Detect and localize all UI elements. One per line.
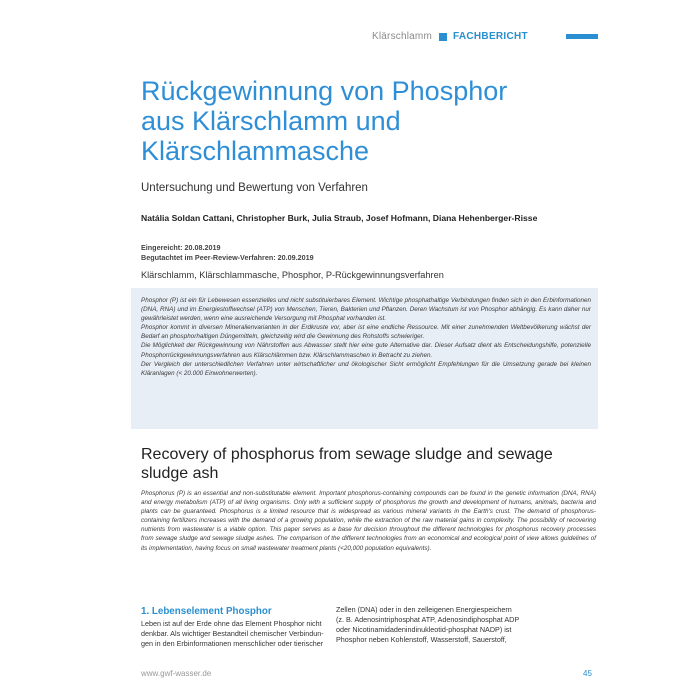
header-report-type: FACHBERICHT xyxy=(453,31,528,42)
body-line: Leben ist auf der Erde ohne das Element Phosphor nicht xyxy=(141,619,322,628)
title-line: Klärschlammasche xyxy=(141,136,370,166)
header-accent-bar xyxy=(566,34,598,39)
page-number: 45 xyxy=(583,669,592,678)
body-line: (z. B. Adenosintriphosphat ATP, Adenosindiphosphat ADP xyxy=(336,615,520,624)
body-line: oder Nicotinamidadenindinukleotid-phosphat NADP) ist xyxy=(336,625,512,634)
article-dates xyxy=(141,243,314,262)
english-title-line: Recovery of phosphorus from sewage sludge and sewage xyxy=(141,446,553,463)
header-accent-square xyxy=(439,33,447,41)
body-line: gen in den Erbinformationen menschlicher oder tierischer xyxy=(141,639,324,648)
body-column-right xyxy=(336,605,599,645)
abstract-paragraph: Der Vergleich der unterschiedlichen Verfahren unter wirtschaftlicher und ökologischer Sicht ermöglicht Empfehlungen für die Umsetzung gerade bei kleinen Kläranlagen (< 20.000 Einwohnerwerten). xyxy=(141,360,591,377)
article-keywords: Klärschlamm, Klärschlammasche, Phosphor, P-Rückgewinnungsverfahren xyxy=(141,270,444,280)
body-line: denkbar. Als wichtiger Bestandteil chemischer Verbindun- xyxy=(141,629,324,638)
title-line: aus Klärschlamm und xyxy=(141,106,401,136)
abstract-paragraph: Phosphor (P) ist ein für Lebewesen essenzielles und nicht substituierbares Element. Wichtige phosphathaltige Verbindungen finden sich in den Erbinformationen (DNA, RNA) und im Energiestoffwechsel (ATP) von Menschen, Tieren, Bakterien und Pflanzen. Deren Wachstum ist von Phosphor abhängig. Es kann daher nur gewährleistet werden, wenn eine ausreichende Versorgung mit Phosphat vorhanden ist. xyxy=(141,297,591,323)
footer-url[interactable]: www.gwf-wasser.de xyxy=(141,669,212,678)
article-authors: Natália Soldan Cattani, Christopher Burk, Julia Straub, Josef Hofmann, Diana Hehenberger-Risse xyxy=(141,213,538,223)
article-subtitle: Untersuchung und Bewertung von Verfahren xyxy=(141,182,368,194)
reviewed-date: Begutachtet im Peer-Review-Verfahren: 20.09.2019 xyxy=(141,252,314,262)
body-column-left xyxy=(141,619,328,649)
english-title xyxy=(141,446,581,483)
abstract-german xyxy=(141,296,591,378)
abstract-english: Phosphorus (P) is an essential and non-substitutable element. Important phosphorus-containing compounds can be found in the genetic information (DNA, RNA) and energy metabolism (ATP) of all living organisms. Only with a sufficient supply of phosphorus the growth and development of humans, animals, bacteria and plants can be guaranteed. Phosphorus is a limited resource that is widespread as various mineral variants in the Earth's crust. The demand of phosphorus-containing fertilizers increases with the demand of a growing population, while the extraction of the raw material gains in complexity. The possibility of recovering nutrients from wastewater is a viable option. This paper serves as a base for decision throughout the different technologies for phosphorus recovery processes from sewage sludge and sewage sludge ashes. The comparison of the different technologies from an economical and ecological point of view allows guidelines of its implementation, having focus on small wastewater treatment plants (<20,000 population equivalents). xyxy=(141,490,596,552)
received-date: Eingereicht: 20.08.2019 xyxy=(141,243,221,252)
body-line: Phosphor neben Kohlenstoff, Wasserstoff, Sauerstoff, xyxy=(336,635,507,644)
section-heading: 1. Lebenselement Phosphor xyxy=(141,606,272,617)
article-title xyxy=(141,76,581,166)
header-category: Klärschlamm xyxy=(372,31,432,42)
title-line: Rückgewinnung von Phosphor xyxy=(141,76,508,106)
english-title-line: sludge ash xyxy=(141,464,219,482)
abstract-paragraph: Phosphor kommt in diversen Mineralienvarianten in der Erdkruste vor, aber ist eine endliche Ressource. Mit einer zunehmenden Weltbevölkerung wächst der Bedarf an phosphorhaltigen Düngemitteln, gleichzeitig wird die Gewinnung des Rohstoffs schwieriger. xyxy=(141,324,591,341)
body-line: Zellen (DNA) oder in den zelleigenen Energiespeichern xyxy=(336,605,512,614)
abstract-paragraph: Die Möglichkeit der Rückgewinnung von Nährstoffen aus Abwasser stellt hier eine gute Alternative dar. Dieser Aufsatz dient als Entscheidungshilfe, potenzielle Phosphorrückgewinnungsverfahren aus Klärschlämmen bzw. Klärschlammaschen in Betracht zu ziehen. xyxy=(141,342,591,359)
